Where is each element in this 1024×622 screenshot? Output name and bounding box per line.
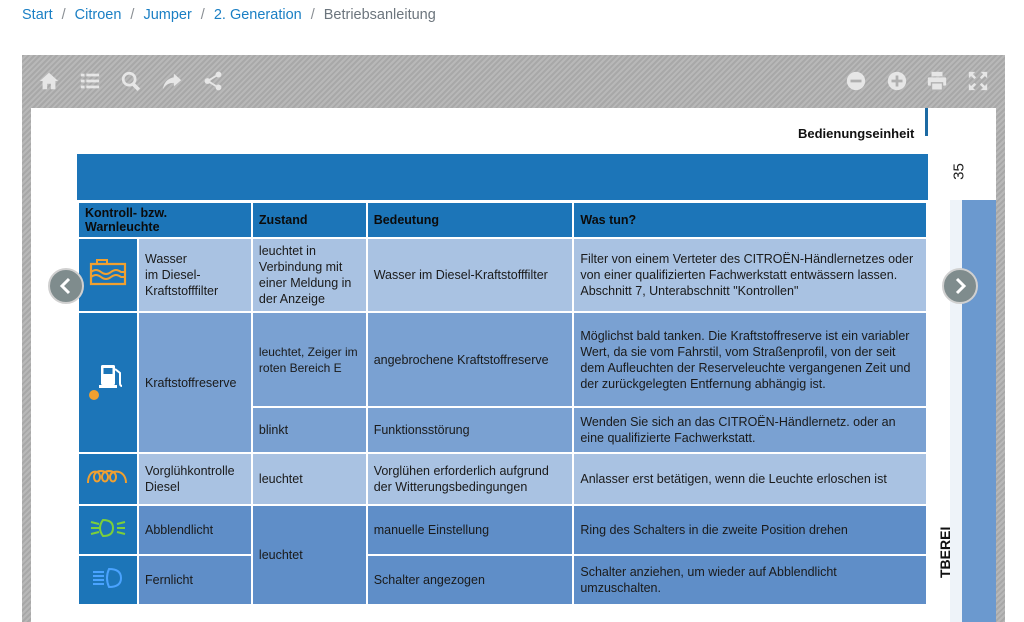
header-meaning: Bedeutung bbox=[367, 202, 574, 238]
state-fuel-on: leuchtet, Zeiger im roten Bereich E bbox=[252, 312, 367, 407]
breadcrumb bbox=[22, 7, 436, 23]
action-glow: Anlasser erst betätigen, wenn die Leuchte erloschen ist bbox=[573, 453, 927, 505]
breadcrumb-separator: / bbox=[61, 7, 66, 23]
table-row bbox=[78, 555, 927, 605]
water-in-fuel-icon bbox=[78, 238, 138, 312]
home-icon[interactable] bbox=[37, 69, 61, 93]
meaning-low-beam: manuelle Einstellung bbox=[367, 505, 574, 555]
meaning-water: Wasser im Diesel-Kraftstofffilter bbox=[367, 238, 574, 312]
document-viewer bbox=[22, 55, 1005, 622]
breadcrumb-separator: / bbox=[200, 7, 205, 23]
table-banner bbox=[77, 154, 928, 200]
zoom-in-icon[interactable] bbox=[885, 69, 909, 93]
document-page bbox=[31, 108, 996, 622]
print-icon[interactable] bbox=[925, 69, 949, 93]
section-title: Bedienungseinheit bbox=[798, 126, 915, 141]
state-fuel-blink: blinkt bbox=[252, 407, 367, 453]
light-water: Wasser im Diesel- Kraftstofffilter bbox=[138, 238, 252, 312]
breadcrumb-citroen[interactable]: Citroen bbox=[74, 7, 122, 23]
search-icon[interactable] bbox=[119, 69, 143, 93]
meaning-glow: Vorglühen erforderlich aufgrund der Witterungsbedingungen bbox=[367, 453, 574, 505]
fullscreen-icon[interactable] bbox=[966, 69, 990, 93]
fuel-reserve-icon bbox=[78, 312, 138, 453]
chevron-left-icon bbox=[57, 277, 75, 295]
warning-lights-table bbox=[77, 201, 928, 606]
table-row bbox=[78, 505, 927, 555]
page-number: 35 bbox=[950, 163, 968, 180]
side-tab-label: TBEREI bbox=[937, 526, 953, 578]
header-state: Zustand bbox=[252, 202, 367, 238]
low-beam-icon bbox=[78, 505, 138, 555]
high-beam-icon bbox=[78, 555, 138, 605]
meaning-fuel-blink: Funktionsstörung bbox=[367, 407, 574, 453]
light-high-beam: Fernlicht bbox=[138, 555, 252, 605]
breadcrumb-jumper[interactable]: Jumper bbox=[143, 7, 192, 23]
meaning-fuel-on: angebrochene Kraftstoffreserve bbox=[367, 312, 574, 407]
action-high-beam: Schalter anziehen, um wieder auf Abblendlicht umzuschalten. bbox=[573, 555, 927, 605]
glow-plug-icon bbox=[78, 453, 138, 505]
action-fuel-on: Möglichst bald tanken. Die Kraftstoffreserve ist ein variabler Wert, da sie vom Fahrstil, vom Straßenprofil, von der seit dem Aufleuchten der Reserveleuchte vergangenen Zeit und der zurückgelegten Entfernung abhängig ist. bbox=[573, 312, 927, 407]
state-glow: leuchtet bbox=[252, 453, 367, 505]
list-icon[interactable] bbox=[78, 69, 102, 93]
share-icon[interactable] bbox=[201, 69, 225, 93]
state-lights: leuchtet bbox=[252, 505, 367, 605]
table-row bbox=[78, 312, 927, 407]
title-rule bbox=[925, 108, 928, 136]
breadcrumb-generation[interactable]: 2. Generation bbox=[213, 7, 302, 23]
share-arrow-icon[interactable] bbox=[160, 69, 184, 93]
table-row bbox=[78, 238, 927, 312]
breadcrumb-separator: / bbox=[130, 7, 135, 23]
meaning-high-beam: Schalter angezogen bbox=[367, 555, 574, 605]
header-action: Was tun? bbox=[573, 202, 927, 238]
action-fuel-blink: Wenden Sie sich an das CITROËN-Händlernetz. oder an eine qualifizierte Fachwerkstatt. bbox=[573, 407, 927, 453]
action-water: Filter von einem Verteter des CITROËN-Händlernetzes oder von einer qualifizierten Fachwerkstatt entwässern lassen. Abschnitt 7, Unterabschnitt "Kontrollen" bbox=[573, 238, 927, 312]
breadcrumb-separator: / bbox=[310, 7, 315, 23]
table-row bbox=[78, 453, 927, 505]
previous-page-button[interactable] bbox=[48, 268, 84, 304]
light-fuel: Kraftstoffreserve bbox=[138, 312, 252, 453]
next-page-button[interactable] bbox=[942, 268, 978, 304]
breadcrumb-start[interactable]: Start bbox=[22, 7, 53, 23]
zoom-out-icon[interactable] bbox=[844, 69, 868, 93]
chevron-right-icon bbox=[951, 277, 969, 295]
header-warning-light: Kontroll- bzw. Warnleuchte bbox=[78, 202, 252, 238]
breadcrumb-current: Betriebsanleitung bbox=[323, 7, 436, 23]
light-glow: Vorglühkontrolle Diesel bbox=[138, 453, 252, 505]
state-water: leuchtet in Verbindung mit einer Meldung in der Anzeige bbox=[252, 238, 367, 312]
light-low-beam: Abblendlicht bbox=[138, 505, 252, 555]
action-low-beam: Ring des Schalters in die zweite Position drehen bbox=[573, 505, 927, 555]
